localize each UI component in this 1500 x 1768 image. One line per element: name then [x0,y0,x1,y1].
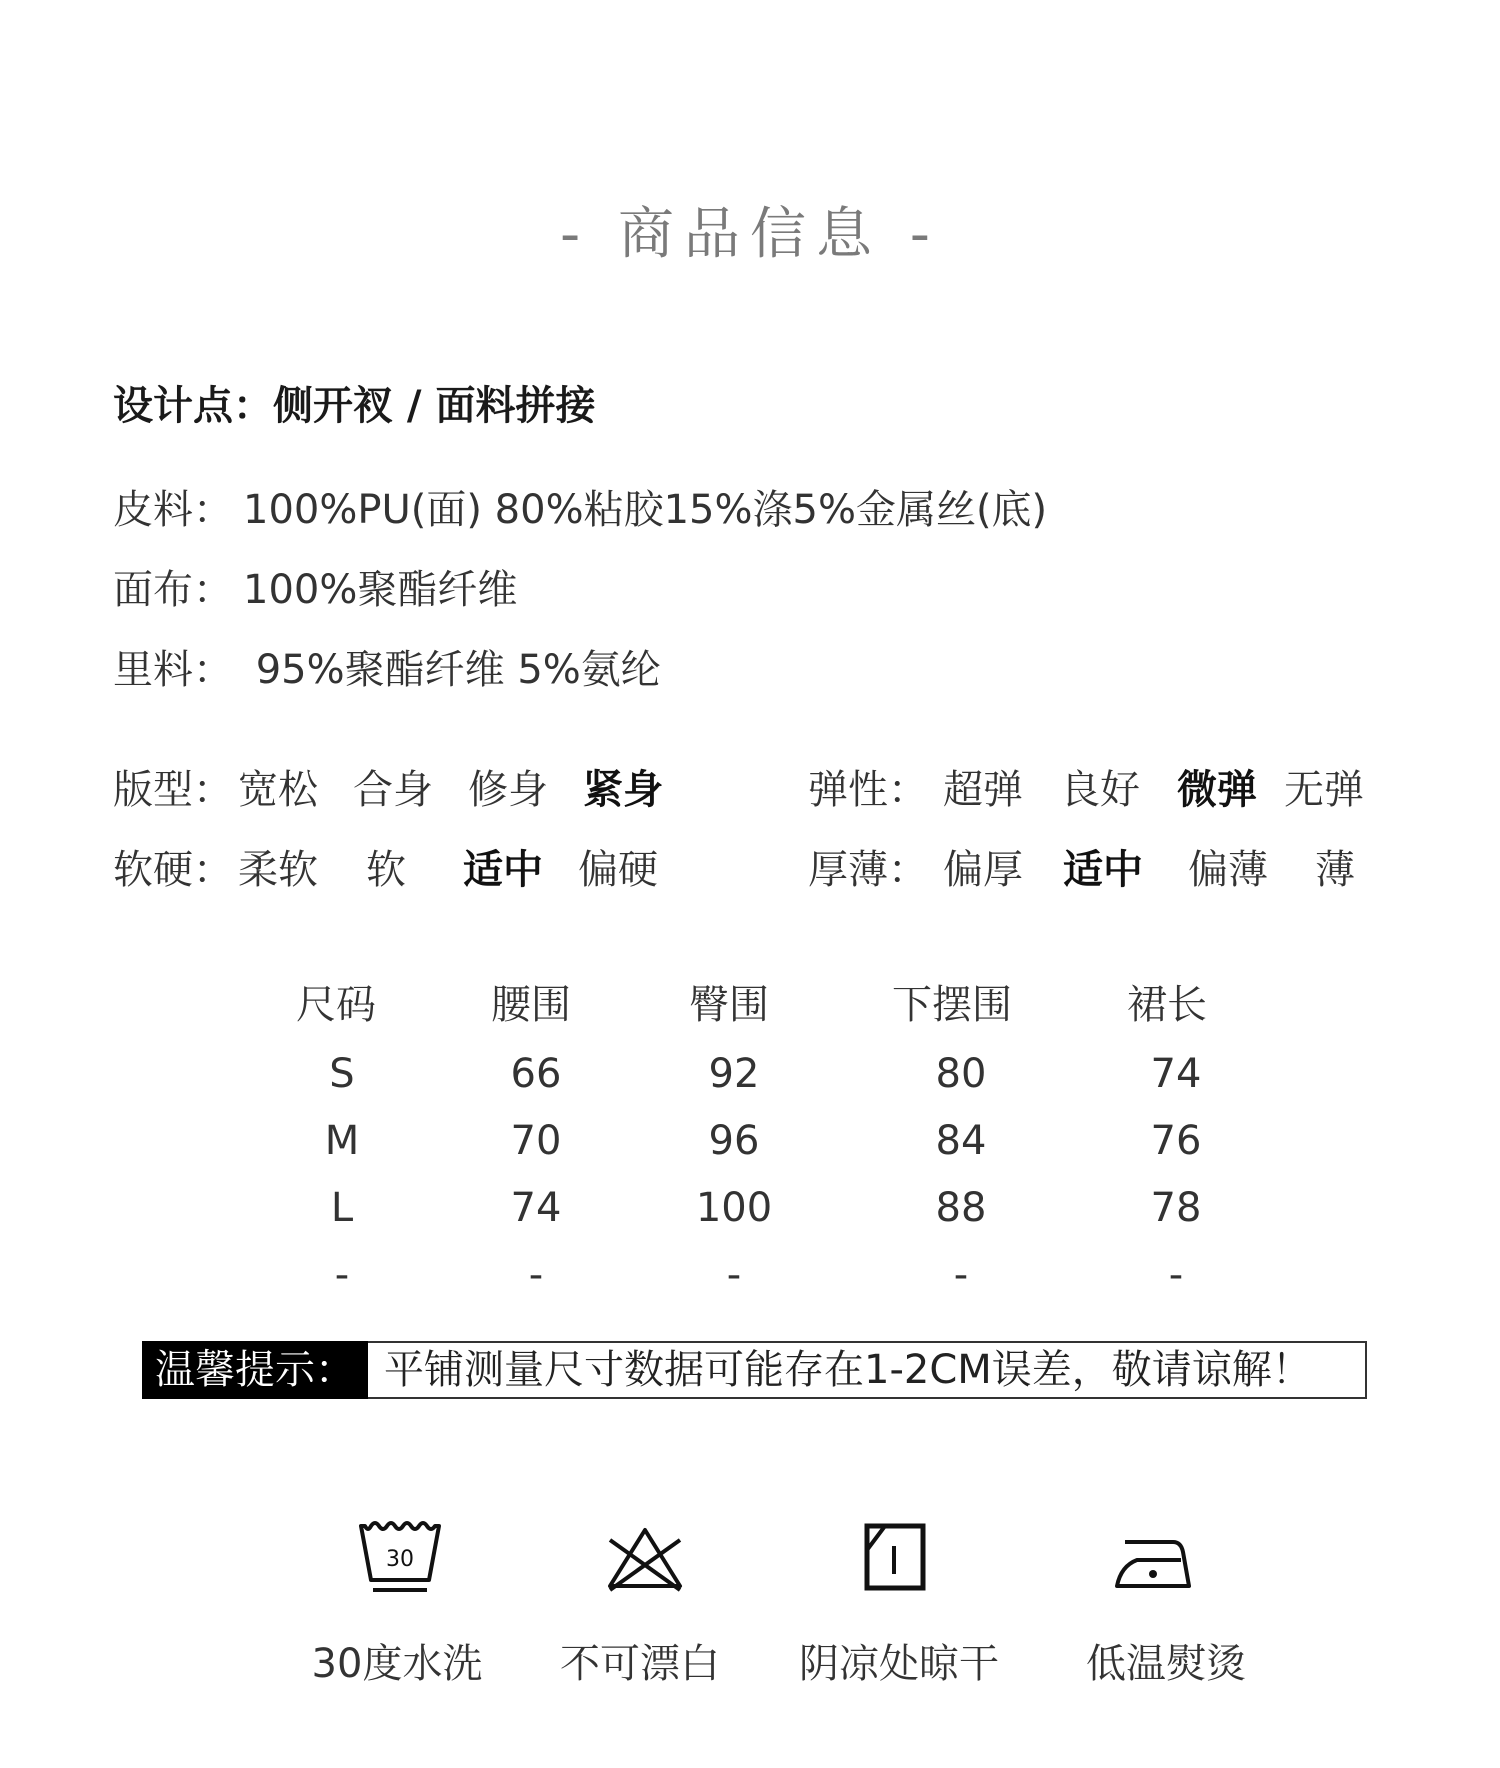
table-cell: 70 [510,1118,562,1164]
design-point: 设计点：侧开衩 / 面料拼接 [113,383,596,429]
property-option: 合身 [353,767,433,813]
property-option-selected: 紧身 [583,767,663,813]
property-option: 偏薄 [1188,847,1268,893]
table-cell: 74 [510,1185,562,1231]
property-option: 超弹 [943,767,1023,813]
table-cell: M [324,1118,360,1164]
table-cell: 88 [935,1185,987,1231]
property-option: 偏厚 [943,847,1023,893]
notice-box [142,1341,1367,1399]
property-option-selected: 适中 [463,847,543,893]
table-header: 臀围 [689,982,769,1028]
table-header: 裙长 [1127,982,1207,1028]
property-option: 无弹 [1284,767,1364,813]
table-cell: 74 [1150,1051,1202,1097]
table-cell: 92 [708,1051,760,1097]
material-label: 皮料： [113,487,233,533]
material-label: 里料： [113,647,233,693]
section-title: - 商品信息 - [559,202,940,267]
low-iron-icon [1107,1518,1197,1598]
care-label: 低温熨烫 [1086,1641,1246,1687]
table-header: 腰围 [491,982,571,1028]
property-label: 弹性： [808,767,928,813]
property-option-selected: 适中 [1063,847,1143,893]
care-label: 30度水洗 [311,1641,483,1687]
table-cell: 96 [708,1118,760,1164]
table-cell: - [334,1252,350,1298]
property-option: 修身 [468,767,548,813]
table-cell: 84 [935,1118,987,1164]
table-cell: - [528,1252,544,1298]
wash-temp-text: 30 [386,1547,414,1572]
property-option-selected: 微弹 [1177,767,1257,813]
material-value: 100%PU(面) 80%粘胶15%涤5%金属丝(底) [243,487,1048,533]
care-label: 阴凉处晾干 [799,1641,999,1687]
notice-text: 平铺测量尺寸数据可能存在1-2CM误差，敬请谅解！ [384,1347,1312,1393]
table-cell: 66 [510,1051,562,1097]
material-label: 面布： [113,567,233,613]
wash-30-icon [355,1518,445,1598]
material-value: 95%聚酯纤维 5%氨纶 [243,647,661,693]
table-cell: 76 [1150,1118,1202,1164]
property-option: 柔软 [238,847,318,893]
table-cell: 100 [695,1185,773,1231]
table-cell: - [1168,1252,1184,1298]
no-bleach-icon [600,1518,690,1598]
notice-label: 温馨提示： [142,1341,368,1399]
table-cell: L [330,1185,354,1231]
property-label: 厚薄： [808,847,928,893]
property-option: 宽松 [238,767,318,813]
table-cell: 78 [1150,1185,1202,1231]
table-cell: 80 [935,1051,987,1097]
table-cell: S [329,1051,355,1097]
table-cell: - [953,1252,969,1298]
property-option: 软 [366,847,406,893]
property-option: 偏硬 [578,847,658,893]
table-header: 下摆围 [892,982,1012,1028]
care-label: 不可漂白 [560,1641,720,1687]
shade-dry-icon [850,1518,940,1598]
property-label: 版型： [113,767,233,813]
property-option: 薄 [1315,847,1355,893]
table-cell: - [726,1252,742,1298]
property-option: 良好 [1060,767,1140,813]
property-label: 软硬： [113,847,233,893]
table-header: 尺码 [296,982,376,1028]
material-value: 100%聚酯纤维 [243,567,518,613]
